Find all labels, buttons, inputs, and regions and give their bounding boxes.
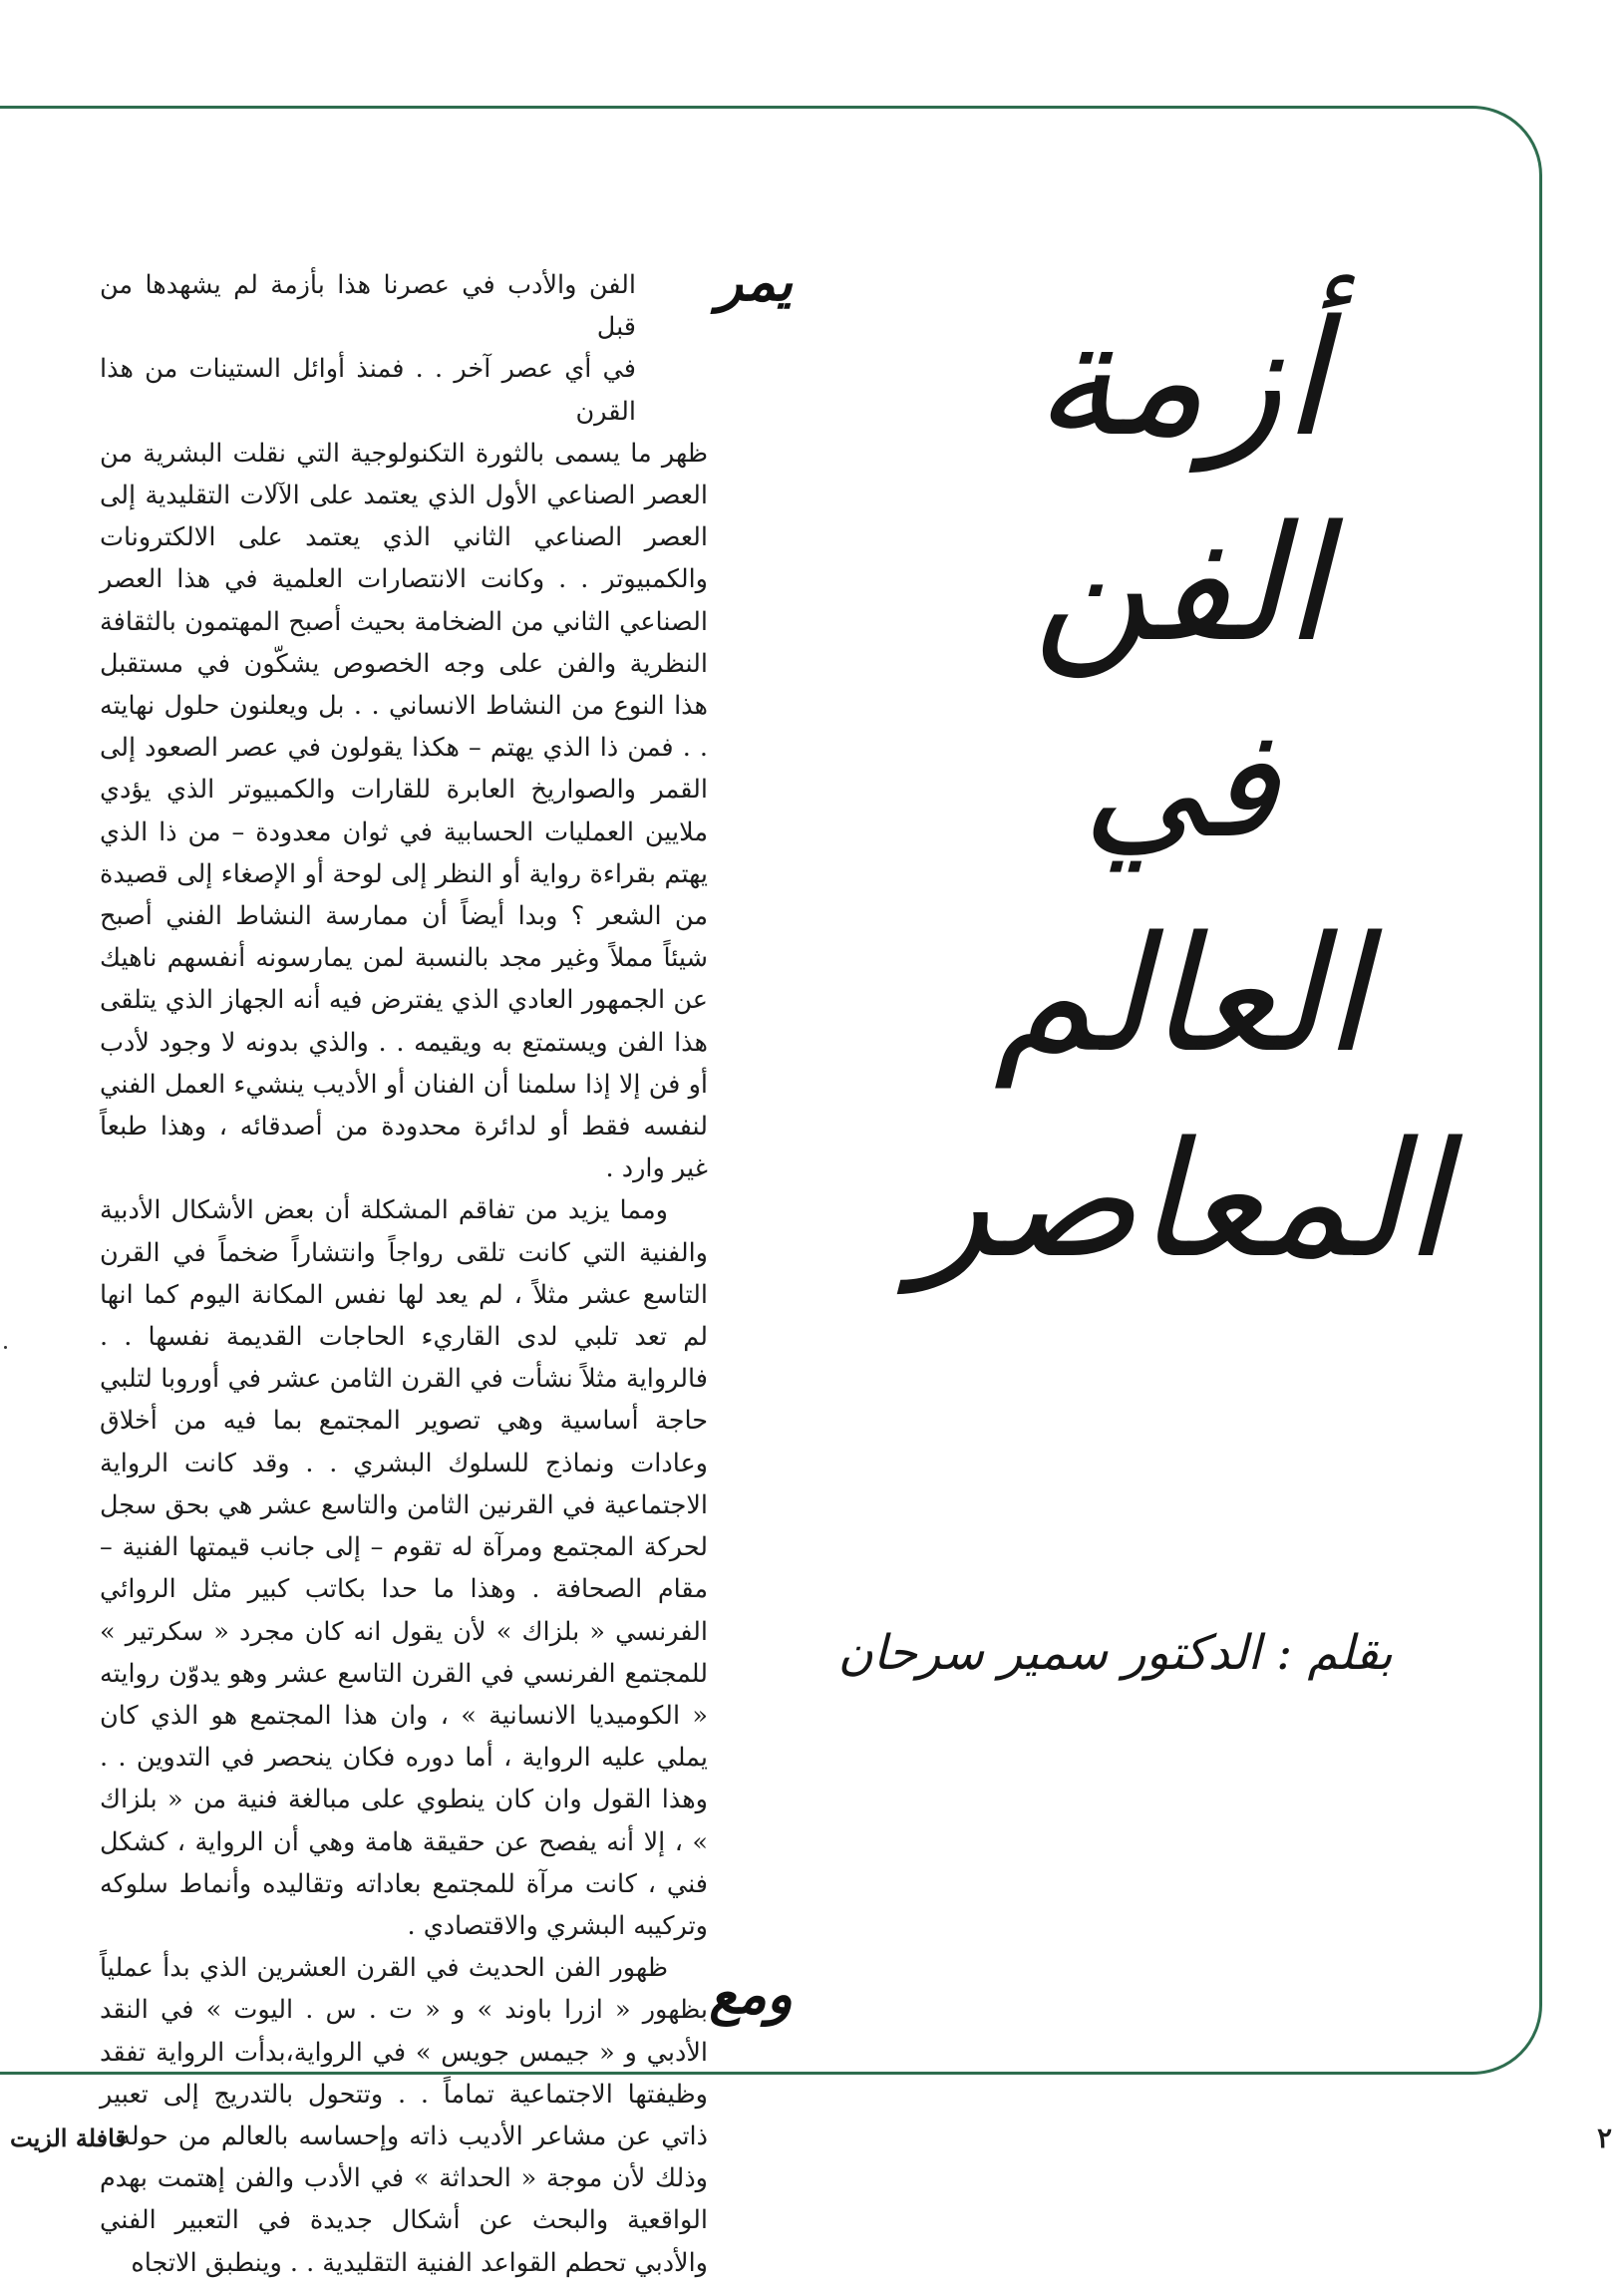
margin-mark	[4, 1346, 7, 1349]
title-line-1: أزمة	[1034, 285, 1327, 472]
paragraph-1	[100, 249, 793, 1189]
title-line-5: المعاصر	[913, 1107, 1448, 1293]
author-byline: بقلم : الدكتور سمير سرحان	[837, 1625, 1393, 1681]
paragraph-2	[100, 1189, 708, 1947]
page-number: ٢	[1596, 2121, 1612, 2154]
paragraph-1-line-2: في أي عصر آخر . . فمنذ أوائل الستينات من هذا القرن	[100, 354, 636, 427]
lead-word-2: ومع	[709, 1962, 793, 2027]
title-line-4: العالم	[993, 901, 1368, 1088]
title-line-3: في	[1082, 698, 1279, 871]
paragraph-1-line-1: الفن والأدب في عصرنا هذا بأزمة لم يشهدها من قبل	[100, 270, 636, 343]
paragraph-2-body: ومما يزيد من تفاقم المشكلة أن بعض الأشكال الأدبية والفنية التي كانت تلقى رواجاً وانتشاراً ضخماً في القرن التاسع عشر مثلاً ، لم يعد لها نفس المكانة اليوم كما انها لم تعد تلبي لدى القاريء الحاجات القديمة نفسها . . فالرواية مثلاً نشأت في القرن الثامن عشر في أوروبا لتلبي حاجة أساسية وهي تصوير المجتمع بما فيه من أخلاق وعادات ونماذج للسلوك البشري . . وقد كانت الرواية الاجتماعية في القرنين الثامن والتاسع عشر هي بحق سجل لحركة المجتمع ومرآة له تقوم – إلى جانب قيمتها الفنية – مقام الصحافة . وهذا ما حدا بكاتب كبير مثل الروائي الفرنسي « بلزاك » لأن يقول انه كان مجرد « سكرتير » للمجتمع الفرنسي في القرن التاسع عشر وهو يدوّن روايته « الكوميديا الانسانية » ، وان هذا المجتمع هو الذي كان يملي عليه الرواية ، أما دوره فكان ينحصر في التدوين . . وهذا القول وان كان ينطوي على مبالغة فنية من « بلزاك » ، إلا أنه يفصح عن حقيقة هامة وهي أن الرواية ، كشكل فني ، كانت مرآة للمجتمع بعاداته وتقاليده وأنماط سلوكه وتركيبه البشري والاقتصادي .	[100, 1195, 708, 1941]
article-title	[836, 285, 1524, 1326]
title-line-2: الفن	[1033, 490, 1328, 677]
publication-name: قافلة الزيت	[10, 2123, 127, 2152]
paragraph-3-body: ظهور الفن الحديث في القرن العشرين الذي بدأ عملياً بظهور « ازرا باوند » و « ت . س . اليوت » في النقد الأدبي و « جيمس جويس » في الرواية،بدأت الرواية تفقد وظيفتها الاجتماعية تماماً . . وتتحول بالتدريج إلى تعبير ذاتي عن مشاعر الأديب ذاته وإحساسه بالعالم من حوله . وذلك لأن موجة « الحداثة » في الأدب والفن إهتمت بهدم الواقعية والبحث عن أشكال جديدة في التعبير الفني والأدبي تحطم القواعد الفنية التقليدية . . وينطبق الاتجاه	[100, 1953, 708, 2278]
lead-word-1: يمر	[716, 249, 793, 313]
paragraph-1-body: ظهر ما يسمى بالثورة التكنولوجية التي نقلت البشرية من العصر الصناعي الأول الذي يعتمد على الآلات التقليدية إلى العصر الصناعي الثاني الذي يعتمد على الالكترونات والكمبيوتر . . وكانت الانتصارات العلمية في هذا العصر الصناعي الثاني من الضخامة بحيث أصبح المهتمون بالثقافة النظرية والفن على وجه الخصوص يشكّون في مستقبل هذا النوع من النشاط الانساني . . بل ويعلنون حلول نهايته . . فمن ذا الذي يهتم – هكذا يقولون في عصر الصعود إلى القمر والصواريخ العابرة للقارات والكمبيوتر الذي يؤدي ملايين العمليات الحسابية في ثوان معدودة – من ذا الذي يهتم بقراءة رواية أو النظر إلى لوحة أو الإصغاء إلى قصيدة من الشعر ؟ وبدا أيضاً أن ممارسة النشاط الفني أصبح شيئاً مملاً وغير مجد بالنسبة لمن يمارسونه أنفسهم ناهيك عن الجمهور العادي الذي يفترض فيه أنه الجهاز الذي يتلقى هذا الفن ويستمتع به ويقيمه . . والذي بدونه لا وجود لأدب أو فن إلا إذا سلمنا أن الفنان أو الأديب ينشيء العمل الفني لنفسه فقط أو لدائرة محدودة من أصدقائه ، وهذا طبعاً غير وارد .	[100, 438, 709, 1184]
paragraph-3	[100, 1947, 793, 2284]
article-body	[100, 249, 793, 2284]
